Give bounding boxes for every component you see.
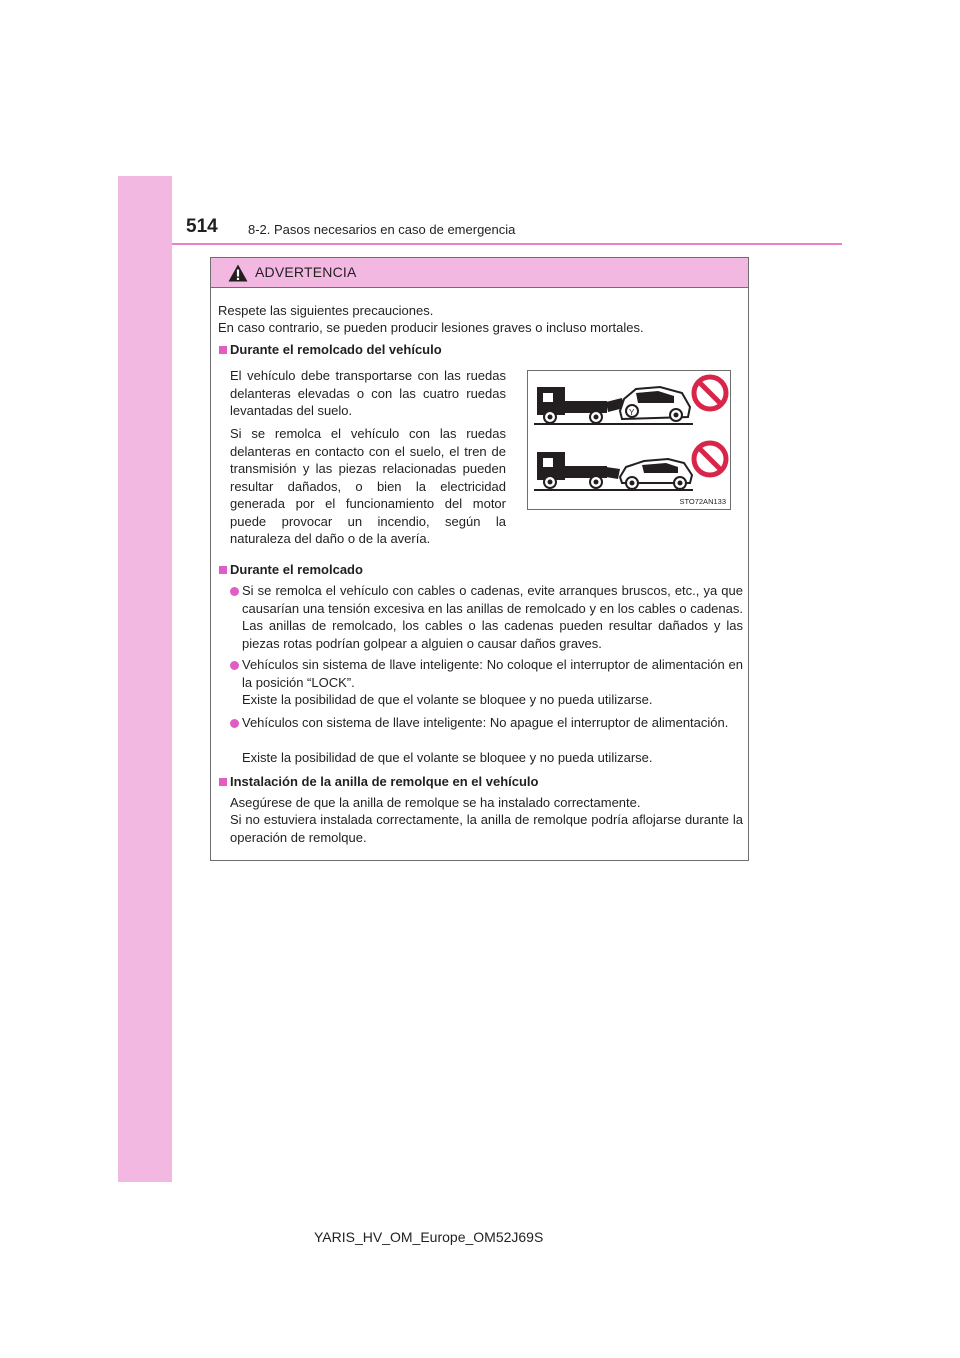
- header-rule: [172, 243, 842, 245]
- bullet-cables-chains: Si se remolca el vehículo con cables o cadenas, evite arranques bruscos, etc., ya que causarían una tensión excesiva en las anillas de remolcado y en los cables o cadenas. Las anillas de remolcado, los cables o las cadenas pueden resultar dañados y las piezas rotas podrían golpear a alguien o causar daños graves.: [242, 583, 743, 651]
- section-heading-towing: Durante el remolcado: [230, 562, 363, 577]
- prohibition-icon: [694, 443, 726, 475]
- tow-truck-bottom: [534, 453, 693, 490]
- illustration-code: STO72AN133: [679, 497, 726, 506]
- round-bullet: [230, 719, 239, 728]
- tow-truck-drawing: [528, 371, 730, 509]
- warning-header: [211, 258, 748, 288]
- towing-illustration: [527, 370, 731, 510]
- intro-line-1: Respete las siguientes precauciones.: [218, 303, 434, 318]
- intro-line-2: En caso contrario, se pueden producir lesiones graves o incluso mortales.: [218, 320, 644, 335]
- svg-text:Y: Y: [629, 408, 635, 417]
- section-title: 8-2. Pasos necesarios en caso de emergencia: [248, 222, 516, 237]
- warning-title: ADVERTENCIA: [255, 264, 357, 280]
- paragraph-tow-hook-loose: Si no estuviera instalada correctamente, la anilla de remolque podría aflojarse durante la operación de remolque.: [230, 812, 743, 845]
- bullet-smart-key-note: Existe la posibilidad de que el volante se bloquee y no pueda utilizarse.: [242, 750, 653, 765]
- bullet-no-smart-key-note: Existe la posibilidad de que el volante se bloquee y no pueda utilizarse.: [242, 692, 653, 707]
- round-bullet: [230, 587, 239, 596]
- footer-document-id: YARIS_HV_OM_Europe_OM52J69S: [314, 1229, 544, 1245]
- round-bullet: [230, 661, 239, 670]
- square-bullet: [219, 778, 227, 786]
- bullet-no-smart-key: Vehículos sin sistema de llave inteligente: No coloque el interruptor de alimentación en la posición “LOCK”.: [242, 657, 743, 690]
- paragraph-damage: Si se remolca el vehículo con las ruedas delanteras en contacto con el suelo, el tren de transmisión y las piezas relacionadas pueden resultar dañados, o bien la electricidad generada por el funcionamiento del motor puede provocar un incendio, según la naturaleza del daño o de la avería.: [230, 426, 506, 546]
- warning-triangle-icon: [228, 264, 248, 282]
- paragraph-transport: El vehículo debe transportarse con las ruedas delanteras elevadas o con las cuatro ruedas levantadas del suelo.: [230, 368, 506, 418]
- prohibition-icon: [694, 377, 726, 409]
- side-band: [118, 176, 172, 1182]
- tow-truck-top: [534, 387, 693, 424]
- square-bullet: [219, 346, 227, 354]
- square-bullet: [219, 566, 227, 574]
- warning-box: [210, 257, 749, 861]
- paragraph-tow-hook-installed: Asegúrese de que la anilla de remolque se ha instalado correctamente.: [230, 795, 641, 810]
- page-number: 514: [186, 216, 218, 237]
- section-heading-towing-vehicle: Durante el remolcado del vehículo: [230, 342, 442, 357]
- section-heading-tow-hook: Instalación de la anilla de remolque en el vehículo: [230, 774, 539, 789]
- bullet-smart-key: Vehículos con sistema de llave inteligente: No apague el interruptor de alimentación.: [242, 715, 729, 730]
